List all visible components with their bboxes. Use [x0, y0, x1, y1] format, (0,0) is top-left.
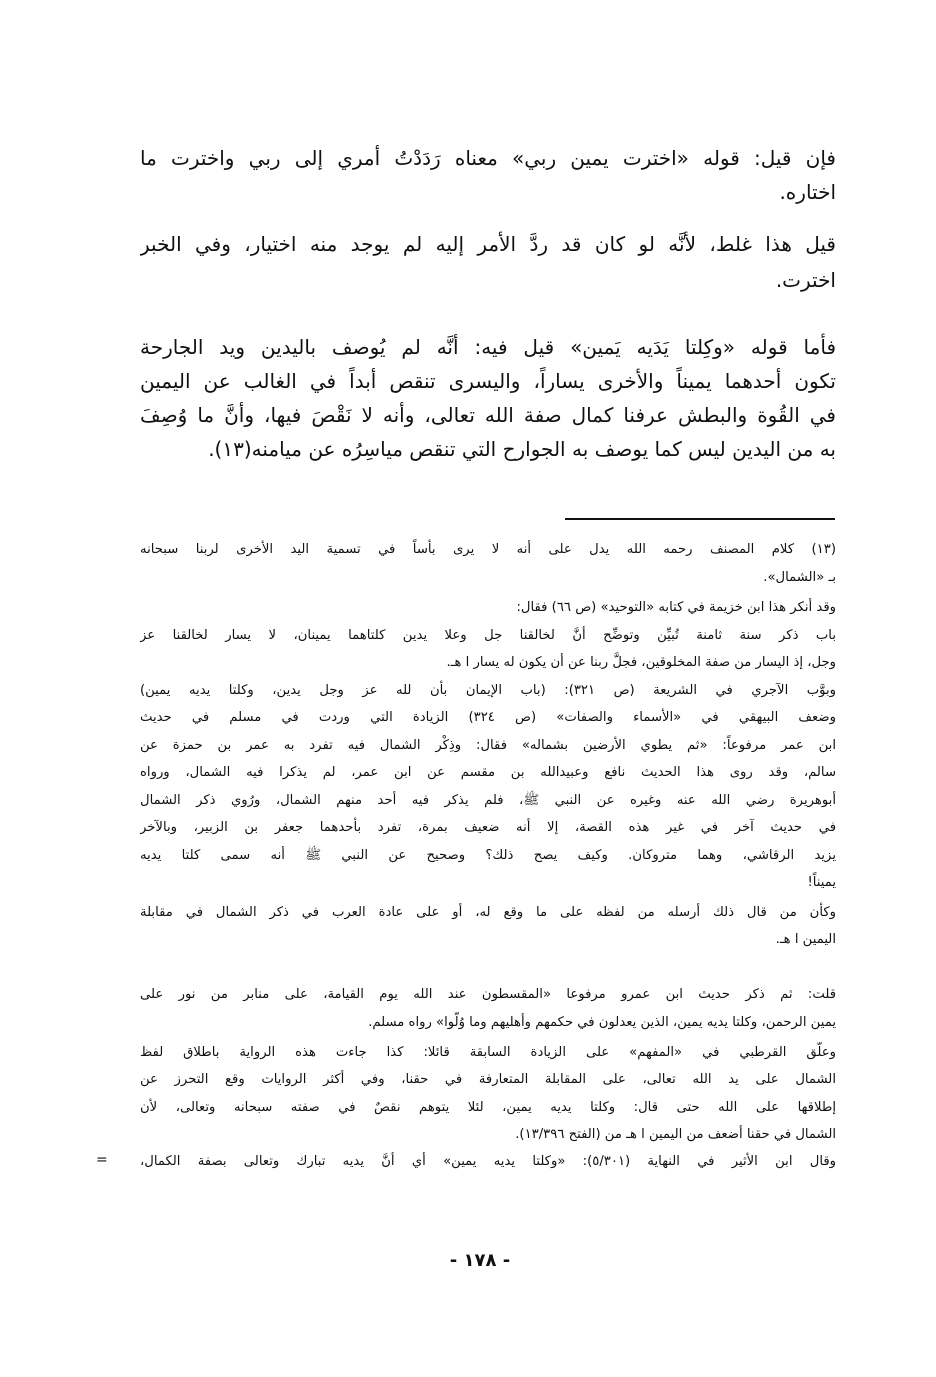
footnote-line: يميناً! — [807, 875, 836, 890]
main-line: فأما قوله «وكِلتا يَدَيه يَمين» قيل فيه: أنَّه لم يُوصف باليدين ويد الجارحة — [140, 335, 836, 359]
footnote-line: وجل، إذ اليسار من صفة المخلوقين، فجلَّ ربنا عن أن يكون له يسار ا هـ. — [446, 655, 836, 670]
footnote-separator — [565, 518, 835, 520]
footnote-line: الشمال في حقنا أضعف من اليمين ا هـ من (الفتح ١٣/٣٩٦). — [515, 1127, 836, 1142]
footnote-line: الشمال على يد الله تعالى، على المقابلة المتعارفة في حقنا، وفي أكثر الروايات وقع التحرز عن — [140, 1072, 836, 1087]
footnote-line: وقال ابن الأثير في النهاية (٥/٣٠١): «وكلتا يديه يمين» أي أنَّ يديه تبارك وتعالى بصفة الكمال، — [140, 1154, 836, 1169]
main-line: في القُوة والبطش عرفنا كمال صفة الله تعالى، وأنه لا نَقْصَ فيها، وأنَّ ما وُصِفَ — [140, 403, 836, 427]
footnote-line: ابن عمر مرفوعاً: «ثم يطوي الأرضين بشماله» فقال: وذِكْر الشمال فيه تفرد به عمر بن حمزة عن — [140, 738, 836, 753]
footnote-line: يمين الرحمن، وكلتا يديه يمين، الذين يعدلون في حكمهم وأهليهم وما وُلُّوا» رواه مسلم. — [368, 1015, 836, 1030]
footnote-line: أبوهريرة رضي الله عنه وغيره عن النبي ﷺ، فلم يذكر فيه أحد منهم الشمال، ورُوي ذكر الشمال — [140, 793, 836, 808]
footnote-line: باب ذكر سنة ثامنة تُبيِّن وتوضِّح أنَّ لخالقنا جل وعلا يدين كلتاهما يمينان، لا يسار لخالقنا عز — [140, 628, 836, 643]
footnote-line: وقد أنكر هذا ابن خزيمة في كتابه «التوحيد» (ص ٦٦) فقال: — [516, 600, 836, 615]
footnote-line: يزيد الرقاشي، وهما متروكان. وكيف يصح ذلك؟ وصحيح عن النبي ﷺ أنه سمى كلتا يديه — [140, 848, 836, 863]
footnote-line: قلت: ثم ذكر حديث ابن عمرو مرفوعا «المقسطون عند الله يوم القيامة، على منابر من نور على — [140, 987, 836, 1002]
main-line: به من اليدين ليس كما يوصف به الجوارح التي تنقص مياسِرُه عن ميامنه(١٣). — [208, 437, 836, 461]
main-line: قيل هذا غلط، لأنَّه لو كان قد ردَّ الأمر إليه لم يوجد منه اختيار، وفي الخبر — [140, 232, 836, 256]
footnote-line: بـ «الشمال». — [763, 570, 836, 585]
main-line: اختاره. — [779, 180, 836, 204]
main-line: فإن قيل: قوله «اخترت يمين ربي» معناه رَدَدْتُ أمري إلى ربي واخترت ما — [140, 146, 836, 170]
footnote-line: وبوَّب الآجري في الشريعة (ص ٣٢١): (باب الإيمان بأن لله عز وجل يدين، وكلتا يديه يمين) — [140, 683, 836, 698]
footnote-line: سالم، وقد روى هذا الحديث نافع وعبيدالله بن مقسم عن ابن عمر، لم يذكرا فيه الشمال، ورواه — [140, 765, 836, 780]
footnote-line: إطلاقها على الله حتى قال: وكلتا يديه يمين، لئلا يتوهم نقصٌ في صفته سبحانه وتعالى، لأن — [140, 1100, 836, 1115]
footnote-line: وكأن من قال ذلك أرسله من لفظه على ما وقع له، أو على عادة العرب في ذكر الشمال في مقابلة — [140, 905, 836, 920]
page-number: - ١٧٨ - — [449, 1250, 511, 1271]
continuation-mark: = — [96, 1152, 108, 1168]
main-line: اخترت. — [775, 268, 836, 292]
footnote-line: اليمين ا هـ. — [775, 932, 836, 947]
footnote-line: وضعف البيهقي في «الأسماء والصفات» (ص ٣٢٤) الزيادة التي وردت في مسلم في حديث — [140, 710, 836, 725]
main-line: تكون أحدهما يميناً والأخرى يساراً، واليسرى تنقص أبداً في الغالب عن اليمين — [140, 369, 836, 393]
footnote-line: (١٣) كلام المصنف رحمه الله يدل على أنه لا يرى بأساً في تسمية اليد الأخرى لربنا سبحانه — [140, 542, 836, 557]
footnote-line: وعلَّق القرطبي في «المفهم» على الزيادة السابقة قائلا: كذا جاءت هذه الرواية باطلاق لفظ — [140, 1045, 836, 1060]
footnote-line: في حديث آخر في غير هذه القصة، إلا أنه ضعيف بمرة، تفرد بأحدهما جعفر بن الزبير، وبالآخر — [140, 820, 836, 835]
